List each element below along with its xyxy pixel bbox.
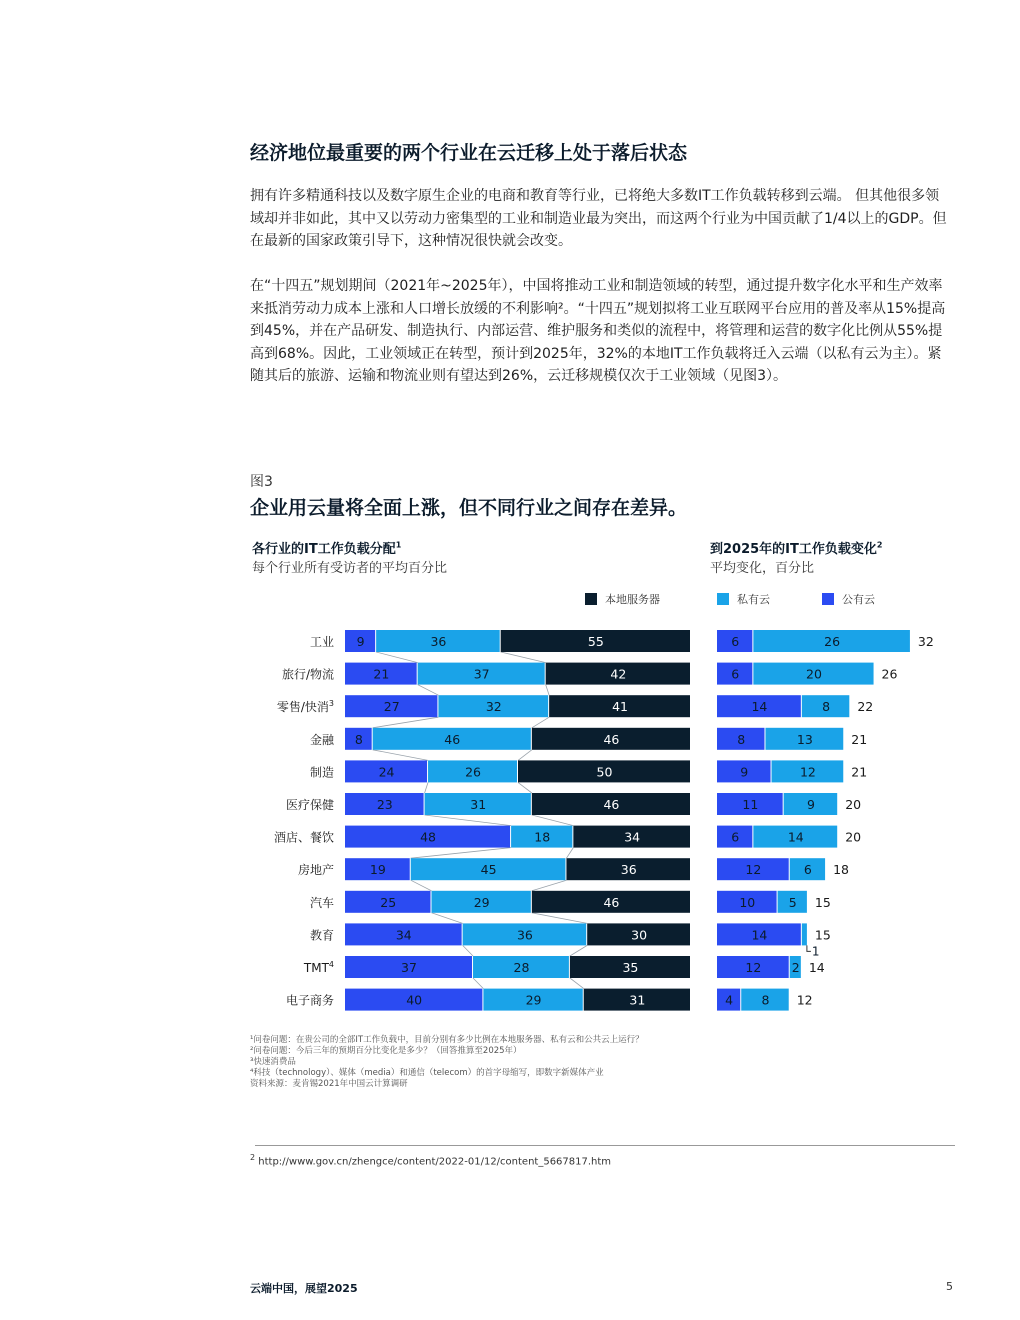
connector-line — [518, 782, 532, 793]
bar-value-label: 27 — [383, 699, 400, 715]
paragraph-2: 在“十四五”规划期间（2021年~2025年），中国将推动工业和制造领域的转型，通过提升数字化水平和生产效率来抵消劳动力成本上涨和人口增长放缓的不利影响²。“十四五”规划拟将工业互联网平台应用的普及率从15%提高到45%，并在产品研发、制造执行、内部运营、维护服务和类似的流程中，将管理和运营的数字化比例从55%提高到68%。因此，工业领域正在转型，预计到2025年，32%的本地IT工作负载将迁入云端（以私有云为主）。紧随其后的旅游、运输和物流业则有望达到26%，云迁移规模仅次于工业领域（见图3）。 — [250, 278, 946, 384]
note-2: ²问卷问题：今后三年的预期百分比变化是多少？（回答推算至2025年） — [250, 1046, 522, 1056]
change-value-label: 12 — [745, 862, 762, 878]
bar-value-label: 31 — [629, 992, 646, 1008]
right-chart-title: 到2025年的IT工作负载变化$^2$ — [710, 540, 883, 557]
category-label: 电子商务 — [285, 993, 334, 1008]
page-number: 5 — [946, 1280, 953, 1293]
bar-value-label: 34 — [624, 829, 641, 845]
bar-value-label: 37 — [473, 666, 490, 682]
footer-title: 云端中国，展望2025 — [250, 1282, 358, 1295]
connector-line — [425, 815, 512, 826]
section-heading: 经济地位最重要的两个行业在云迁移上处于落后状态 — [250, 142, 688, 164]
change-value-label: 14 — [751, 927, 768, 943]
change-value-label: 8 — [737, 731, 746, 747]
change-value-label: 26 — [824, 634, 841, 649]
connector-line — [570, 945, 587, 956]
connector-line — [432, 913, 463, 924]
bar-value-label: 50 — [596, 764, 613, 780]
note-3: ³快速消费品 — [250, 1057, 296, 1067]
bar-value-label: 26 — [465, 764, 481, 780]
bar-value-label: 18 — [534, 829, 551, 845]
bar-value-label: 19 — [369, 862, 386, 878]
change-total-label: 15 — [814, 927, 831, 943]
connector-line — [532, 880, 567, 891]
bar-value-label: 48 — [420, 829, 436, 845]
category-sup: 4 — [328, 960, 334, 969]
change-value-label: 9 — [740, 764, 749, 780]
change-value-label: 1 — [811, 944, 820, 959]
bar-value-label: 34 — [395, 927, 412, 943]
note-1: ¹问卷问题：在贵公司的全部IT工作负载中，目前分别有多少比例在本地服务器、私有云和公共云上运行？ — [250, 1035, 644, 1045]
change-total-label: 14 — [808, 960, 825, 975]
change-total-label: 26 — [881, 666, 898, 682]
change-total-label: 20 — [845, 829, 862, 845]
connector-line — [411, 848, 511, 859]
callout-line — [807, 945, 811, 951]
change-value-label: 8 — [822, 699, 831, 715]
bar-value-label: 46 — [603, 894, 620, 910]
connector-line — [411, 880, 432, 891]
change-value-label: 12 — [799, 764, 816, 780]
connector-line — [463, 945, 473, 956]
connector-line — [546, 685, 549, 696]
connector-line — [566, 848, 573, 859]
change-value-label: 6 — [731, 829, 740, 845]
chart-notes — [250, 1035, 644, 1090]
left-chart-title: 各行业的IT工作负载分配$^1$ — [252, 540, 402, 557]
change-value-label: 10 — [739, 894, 756, 910]
bar-value-label: 24 — [378, 764, 395, 780]
connector-line — [418, 685, 439, 696]
bar-value-label: 32 — [485, 699, 502, 715]
change-total-label: 21 — [851, 764, 868, 780]
bar-value-label: 40 — [406, 992, 423, 1008]
right-chart-caption: 平均变化，百分比 — [710, 561, 815, 576]
bar-value-label: 21 — [373, 666, 390, 682]
source-note: 资料来源：麦肯锡2021年中国云计算调研 — [250, 1079, 408, 1089]
bar-value-label: 25 — [380, 894, 397, 910]
bar-value-label: 31 — [470, 797, 487, 812]
change-value-label: 20 — [806, 666, 822, 682]
category-label: 医疗保健 — [285, 798, 334, 812]
footnote-link[interactable]: http://www.gov.cn/zhengce/content/2022-01/12/content_5667817.htm — [258, 1156, 612, 1168]
change-total-label: 20 — [845, 797, 862, 812]
change-value-label: 6 — [803, 862, 812, 878]
change-value-label: 5 — [788, 894, 797, 910]
bar-value-label: 23 — [376, 797, 393, 812]
connector-line — [532, 913, 587, 924]
connector-line — [570, 978, 584, 989]
bar-value-label: 29 — [473, 894, 490, 910]
change-value-label: 8 — [761, 992, 770, 1008]
note-4: ⁴科技（technology）、媒体（media）和通信（telecom）的首字母缩写，即数字新媒体产业 — [250, 1068, 604, 1078]
change-value-label: 13 — [796, 731, 813, 747]
category-label: 零售/快消$^3$ — [276, 699, 334, 715]
change-value-label: 6 — [731, 634, 740, 649]
change-total-label: 22 — [857, 699, 874, 715]
left-chart-caption: 每个行业所有受访者的平均百分比 — [252, 561, 448, 576]
bar-value-label: 36 — [516, 927, 533, 943]
change-total-label: 18 — [833, 862, 849, 878]
figure-title: 企业用云量将全面上涨，但不同行业之间存在差异。 — [250, 497, 688, 519]
bar-value-label: 46 — [444, 731, 461, 747]
change-total-label: 21 — [851, 731, 868, 747]
change-value-label: 12 — [745, 960, 762, 975]
change-value-label: 9 — [806, 797, 815, 812]
change-total-label: 32 — [917, 634, 934, 649]
category-label: 工业 — [309, 635, 334, 649]
category-label: 教育 — [309, 928, 334, 943]
bar-value-label: 37 — [401, 960, 417, 975]
connector-line — [532, 815, 574, 826]
bar-value-label: 45 — [480, 862, 497, 878]
connector-line — [373, 750, 428, 761]
change-value-label: 4 — [725, 992, 734, 1008]
connector-line — [425, 782, 428, 793]
connector-line — [373, 717, 439, 728]
bar-value-label: 42 — [610, 666, 627, 682]
footnote-divider — [255, 1145, 955, 1146]
category-label: TMT$^4$ — [303, 960, 334, 975]
legend-item-public: 公有云 — [822, 591, 875, 607]
figure-label: 图3 — [250, 474, 273, 490]
bar-value-label: 28 — [513, 960, 530, 975]
category-label: 旅行/物流 — [281, 667, 334, 682]
connector-line — [532, 717, 549, 728]
legend-item-private: 私有云 — [717, 591, 770, 607]
bar-value-label: 46 — [603, 797, 620, 812]
bar-value-label: 36 — [620, 862, 637, 878]
connector-line — [501, 652, 546, 663]
bar-value-label: 9 — [356, 634, 365, 649]
change-value-label: 14 — [751, 699, 768, 715]
change-bar-segment — [802, 923, 807, 945]
bar-value-label: 46 — [603, 731, 620, 747]
bar-value-label: 30 — [631, 927, 648, 943]
change-value-label: 2 — [791, 960, 800, 975]
connector-line — [376, 652, 418, 663]
bar-value-label: 8 — [354, 731, 363, 747]
footnote: $^2$ http://www.gov.cn/zhengce/content/2022-01/12/content_5667817.htm — [250, 1153, 612, 1168]
paragraph-1: 拥有许多精通科技以及数字原生企业的电商和教育等行业，已将绝大多数IT工作负载转移到云端。 但其他很多领域却并非如此，其中又以劳动力密集型的工业和制造业最为突出，而这两个行业为中国贡献了1/4以上的GDP。但在最新的国家政策引导下，这种情况很快就会改变。 — [250, 188, 947, 249]
bar-value-label: 36 — [430, 634, 447, 649]
category-label: 汽车 — [309, 895, 334, 910]
change-total-label: 12 — [796, 992, 813, 1008]
category-label: 金融 — [309, 732, 334, 747]
bar-value-label: 35 — [622, 960, 639, 975]
change-total-label: 15 — [814, 894, 831, 910]
change-value-label: 6 — [731, 666, 740, 682]
connector-line — [518, 750, 532, 761]
change-value-label: 14 — [787, 829, 804, 845]
category-label: 制造 — [309, 765, 334, 780]
category-sup: 3 — [328, 699, 334, 709]
category-label: 房地产 — [297, 863, 334, 878]
legend-item-onprem: 本地服务器 — [585, 591, 660, 607]
category-label: 酒店、餐饮 — [273, 830, 334, 845]
bar-value-label: 41 — [612, 699, 629, 715]
bar-value-label: 29 — [525, 992, 542, 1008]
connector-line — [473, 978, 483, 989]
bar-value-label: 55 — [587, 634, 604, 649]
change-value-label: 11 — [742, 797, 759, 812]
